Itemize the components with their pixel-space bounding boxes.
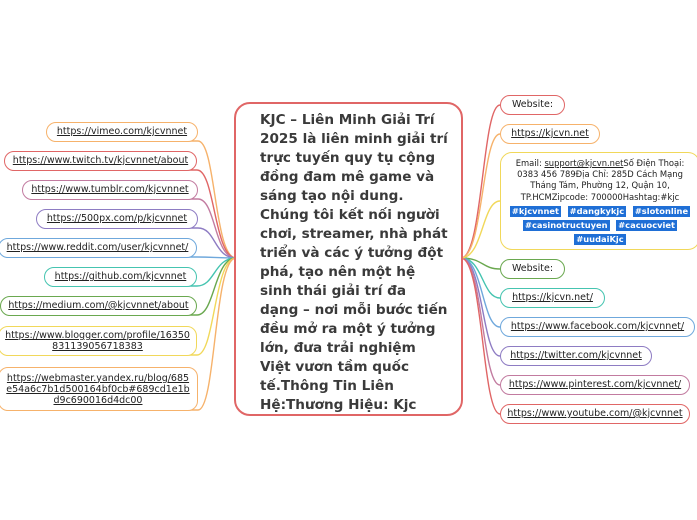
hashtag[interactable]: #cacuocviet	[618, 219, 675, 230]
hashtag[interactable]: #uudaiKjc	[576, 233, 624, 244]
connector-right-5	[461, 258, 500, 356]
node-vimeo-link[interactable]: https://vimeo.com/kjcvnnet	[46, 122, 198, 142]
node-website-label-2[interactable]: Website:	[500, 259, 565, 279]
node-twitter-link[interactable]: https://twitter.com/kjcvnnet	[500, 346, 652, 366]
hashtag[interactable]: #slotonline	[634, 205, 689, 216]
hashtag[interactable]: #dangkykjc	[569, 205, 625, 216]
node-twitch-link[interactable]: https://www.twitch.tv/kjcvnnet/about	[4, 151, 197, 171]
node-facebook-link[interactable]: https://www.facebook.com/kjcvnnet/	[500, 317, 695, 337]
node-500px-link[interactable]: https://500px.com/p/kjcvnnet	[36, 209, 198, 229]
hashtag-list	[505, 204, 695, 246]
contact-email-link[interactable]: support@kjcvn.net	[544, 158, 624, 168]
central-topic-text: KJC – Liên Minh Giải Trí 2025 là liên minh giải trí trực tuyến quy tụ cộng đồng đam mê game và sáng tạo nội dung. Chúng tôi kết nối người chơi, streamer, nhà phát triển và các ý tưởng đột phá, tạo nên một hệ sinh thái giải trí đa dạng – nơi mỗi bước tiến đều mở ra một ý tưởng lớn, đưa trải nghiệm Việt vươn tầm quốc tế.Thông Tin Liên Hệ:Thương Hiệu: Kjc	[260, 112, 448, 413]
central-topic[interactable]	[234, 102, 463, 416]
node-contact-info[interactable]	[500, 152, 697, 250]
node-blogger-link[interactable]: https://www.blogger.com/profile/16350831139056718383	[0, 326, 197, 356]
connector-right-7	[461, 258, 500, 414]
node-website-label-1[interactable]: Website:	[500, 95, 565, 115]
contact-details: Email: support@kjcvn.netSố Điện Thoại: 0383 456 789Địa Chỉ: 285D Cách Mạng Tháng Tám, Phường 12, Quận 10, TP.HCMZipcode: 700000Hashtag:#kjc	[515, 158, 685, 202]
node-kjcvn-link[interactable]: https://kjcvn.net	[500, 124, 600, 144]
connector-right-3	[461, 258, 500, 298]
node-tumblr-link[interactable]: https://www.tumblr.com/kjcvnnet	[22, 180, 198, 200]
node-yandex-link[interactable]: https://webmaster.yandex.ru/blog/685e54a6c7b1d500164bf0cb#689cd1e1bd9c690016d4dc00	[0, 367, 198, 411]
node-kjcvn-slash-link[interactable]: https://kjcvn.net/	[500, 288, 605, 308]
node-github-link[interactable]: https://github.com/kjcvnnet	[44, 267, 197, 287]
node-medium-link[interactable]: https://medium.com/@kjcvnnet/about	[0, 296, 197, 316]
hashtag[interactable]: #kjcvnnet	[511, 205, 559, 216]
hashtag[interactable]: #casinotructuyen	[525, 219, 608, 230]
node-pinterest-link[interactable]: https://www.pinterest.com/kjcvnnet/	[500, 375, 690, 395]
node-youtube-link[interactable]: https://www.youtube.com/@kjcvnnet	[500, 404, 690, 424]
node-reddit-link[interactable]: https://www.reddit.com/user/kjcvnnet/	[0, 238, 197, 258]
